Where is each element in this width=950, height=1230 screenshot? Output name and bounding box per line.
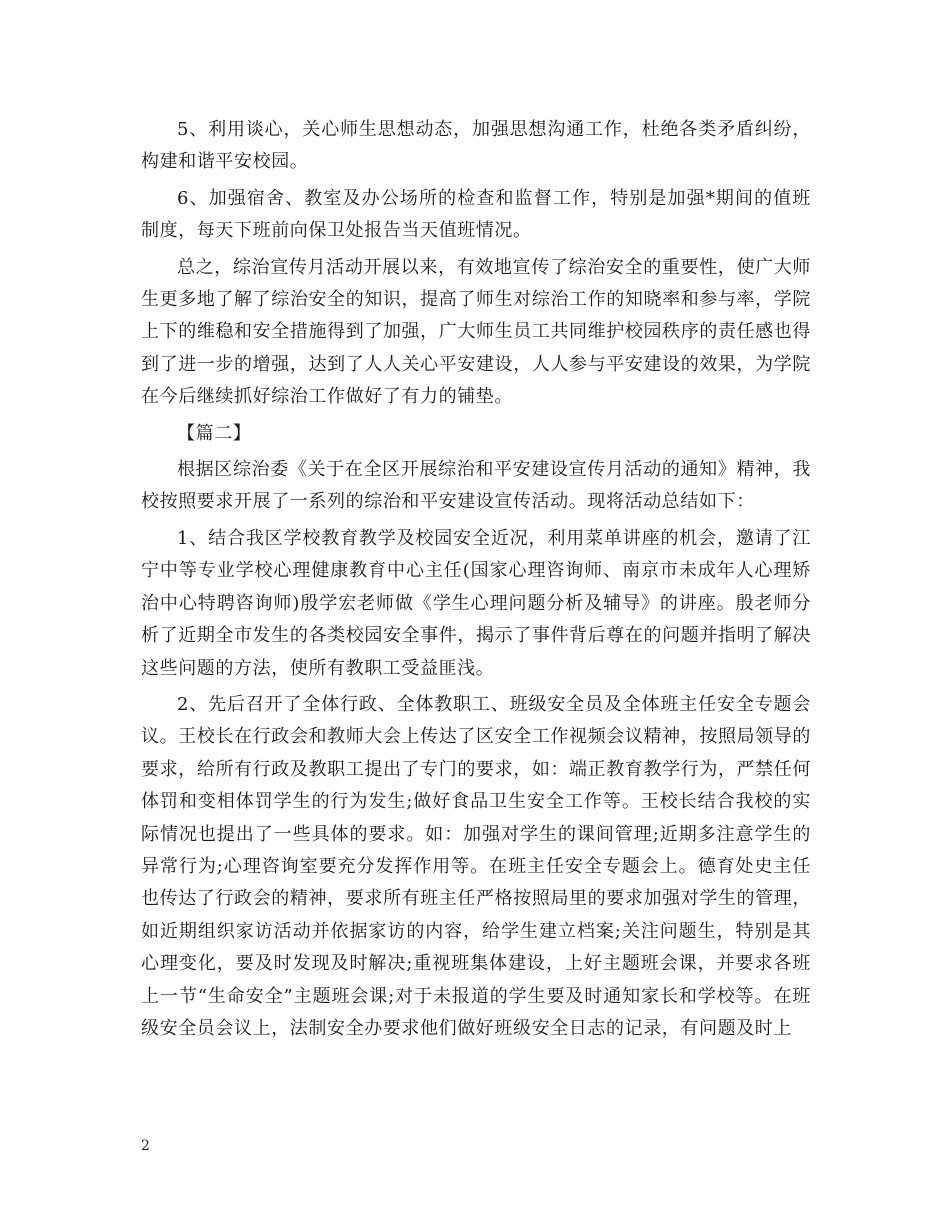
- page-number: 2: [141, 1138, 150, 1154]
- paragraph-item-5: 5、利用谈心，关心师生思想动态，加强思想沟通工作，杜绝各类矛盾纠纷，构建和谐平安校园。: [141, 119, 811, 173]
- paragraph-summary: 总之，综治宣传月活动开展以来，有效地宣传了综治安全的重要性，使广大师生更多地了解了综治安全的知识，提高了师生对综治工作的知晓率和参与率，学院上下的维稳和安全措施得到了加强，广大师生员工共同维护校园秩序的责任感也得到了进一步的增强，达到了人人关心平安建设，人人参与平安建设的效果，为学院在今后继续抓好综治工作做好了有力的铺垫。: [141, 256, 811, 408]
- paragraph-intro: 根据区综治委《关于在全区开展综治和平安建设宣传月活动的通知》精神，我校按照要求开展了一系列的综治和平安建设宣传活动。现将活动总结如下：: [141, 459, 811, 513]
- section-heading: 【篇二】: [177, 422, 252, 444]
- paragraph-item-2: 2、先后召开了全体行政、全体教职工、班级安全员及全体班主任安全专题会议。王校长在行政会和教师大会上传达了区安全工作视频会议精神，按照局领导的要求，给所有行政及教职工提出了专门的要求，如：端正教育教学行为，严禁任何体罚和变相体罚学生的行为发生;做好食品卫生安全工作等。王校长结合我校的实际情况也提出了一些具体的要求。如：加强对学生的课间管理;近期多注意学生的异常行为;心理咨询室要充分发挥作用等。在班主任安全专题会上。德育处史主任也传达了行政会的精神，要求所有班主任严格按照局里的要求加强对学生的管理，如近期组织家访活动并依据家访的内容，给学生建立档案;关注问题生，特别是其心理变化，要及时发现及时解决;重视班集体建设，上好主题班会课，并要求各班上一节“生命安全”主题班会课;对于未报道的学生要及时通知家长和学校等。在班级安全员会议上，法制安全办要求他们做好班级安全日志的记录，有问题及时上: [141, 693, 811, 1039]
- document-page: [141, 114, 811, 1049]
- paragraph-item-6: 6、加强宿舍、教室及办公场所的检查和监督工作，特别是加强*期间的值班制度，每天下班前向保卫处报告当天值班情况。: [141, 187, 811, 242]
- paragraph-item-1: 1、结合我区学校教育教学及校园安全近况，利用菜单讲座的机会，邀请了江宁中等专业学校心理健康教育中心主任(国家心理咨询师、南京市未成年人心理矫治中心特聘咨询师)殷学宏老师做《学生心理问题分析及辅导》的讲座。殷老师分析了近期全市发生的各类校园安全事件，揭示了事件背后尊在的问题并指明了解决这些问题的方法，使所有教职工受益匪浅。: [141, 527, 811, 679]
